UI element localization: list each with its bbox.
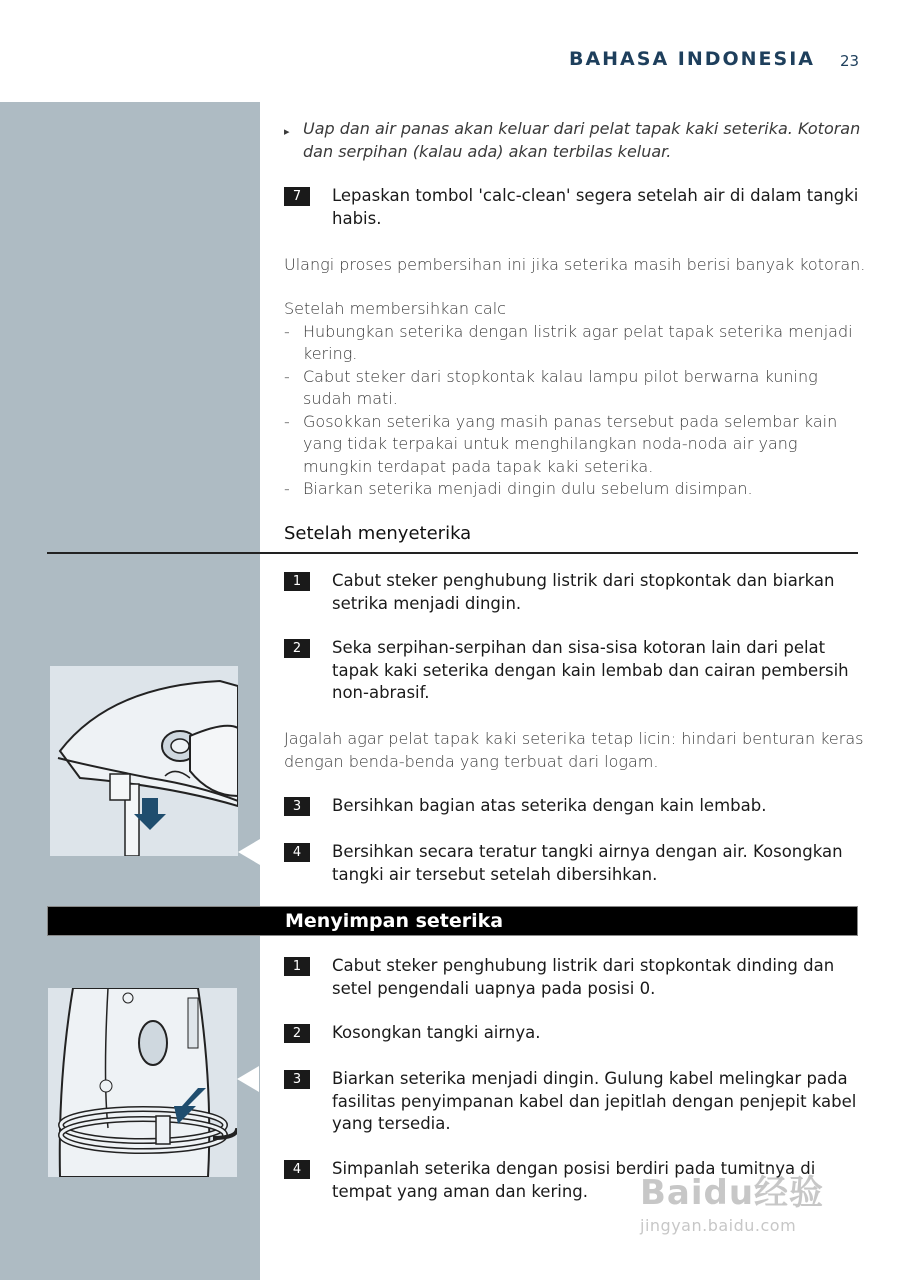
after-calc-title: Setelah membersihkan calc <box>284 299 506 318</box>
step-text: Bersihkan bagian atas seterika dengan kain lembab. <box>332 796 767 815</box>
storage-step-1 <box>284 955 869 1000</box>
step-number: 1 <box>284 957 310 976</box>
list-item: - Gosokkan seterika yang masih panas tersebut pada selembar kain yang tidak terpakai untuk menghilangkan noda-noda air yang mungkin terdapat pada tapak kaki seterika. <box>284 411 838 476</box>
after-calc-block <box>284 298 869 501</box>
watermark-logo: Baidu经验 <box>640 1173 825 1213</box>
baidu-watermark <box>640 1165 824 1235</box>
step-text: Seka serpihan-serpihan dan sisa-sisa kotoran lain dari pelat tapak kaki seterika dengan kain lembab dan cairan pembersih non-abrasif. <box>332 638 849 702</box>
step-text: Bersihkan secara teratur tangki airnya dengan air. Kosongkan tangki air tersebut setelah dibersihkan. <box>332 842 843 884</box>
repeat-note: Ulangi proses pembersihan ini jika seterika masih berisi banyak kotoran. <box>284 255 866 274</box>
triangle-bullet-icon: ▸ <box>284 125 290 138</box>
step-text: Lepaskan tombol 'calc-clean' segera setelah air di dalam tangki habis. <box>332 186 859 228</box>
storage-section-header <box>47 906 858 936</box>
step-text: Biarkan seterika menjadi dingin. Gulung kabel melingkar pada fasilitas penyimpanan kabel dan jepitlah dengan penjepit kabel yang tersedia. <box>332 1069 857 1133</box>
list-item: - Biarkan seterika menjadi dingin dulu sebelum disimpan. <box>284 479 753 498</box>
illustration-pointer <box>237 1066 259 1092</box>
page-header-title: BAHASA INDONESIA <box>568 48 815 70</box>
step-text: Cabut steker penghubung listrik dari stopkontak dinding dan setel pengendali uapnya pada posisi 0. <box>332 956 835 998</box>
step-number: 3 <box>284 1070 310 1089</box>
illustration-pointer <box>238 839 260 865</box>
step-text: Kosongkan tangki airnya. <box>332 1023 541 1042</box>
section-title-after-ironing: Setelah menyeterika <box>284 523 472 544</box>
iron-cord-wrap-icon <box>48 988 237 1177</box>
step-text: Cabut steker penghubung listrik dari stopkontak dan biarkan setrika menjadi dingin. <box>332 571 835 613</box>
storage-step-3 <box>284 1068 869 1136</box>
storage-step-2 <box>284 1022 869 1045</box>
section-divider <box>47 552 858 554</box>
step-number: 2 <box>284 639 310 658</box>
watermark-url: jingyan.baidu.com <box>640 1216 797 1235</box>
iron-soleplate-illustration <box>50 666 238 856</box>
step-number: 1 <box>284 572 310 591</box>
iron-storage-illustration <box>48 988 237 1177</box>
step-text: Simpanlah seterika dengan posisi berdiri pada tumitnya di tempat yang aman dan kering. <box>332 1159 816 1201</box>
step-number: 3 <box>284 797 310 816</box>
step-4 <box>284 841 869 886</box>
care-note: Jagalah agar pelat tapak kaki seterika tetap licin: hindari benturan keras dengan benda-benda yang terbuat dari logam. <box>284 729 864 771</box>
step-number: 2 <box>284 1024 310 1043</box>
step-number: 7 <box>284 187 310 206</box>
italic-note-text: Uap dan air panas akan keluar dari pelat tapak kaki seterika. Kotoran dan serpihan (kalau ada) akan terbilas keluar. <box>303 119 861 161</box>
italic-note <box>284 118 869 163</box>
iron-cleaning-icon <box>50 666 238 856</box>
list-item: - Cabut steker dari stopkontak kalau lampu pilot berwarna kuning sudah mati. <box>284 366 818 408</box>
step-7 <box>284 185 869 230</box>
step-2 <box>284 637 869 705</box>
step-number: 4 <box>284 1160 310 1179</box>
step-3 <box>284 795 869 818</box>
list-item: - Hubungkan seterika dengan listrik agar pelat tapak seterika menjadi kering. <box>284 321 853 363</box>
step-1 <box>284 570 869 615</box>
page-number: 23 <box>840 52 860 70</box>
step-number: 4 <box>284 843 310 862</box>
section-title-storage: Menyimpan seterika <box>285 910 504 932</box>
